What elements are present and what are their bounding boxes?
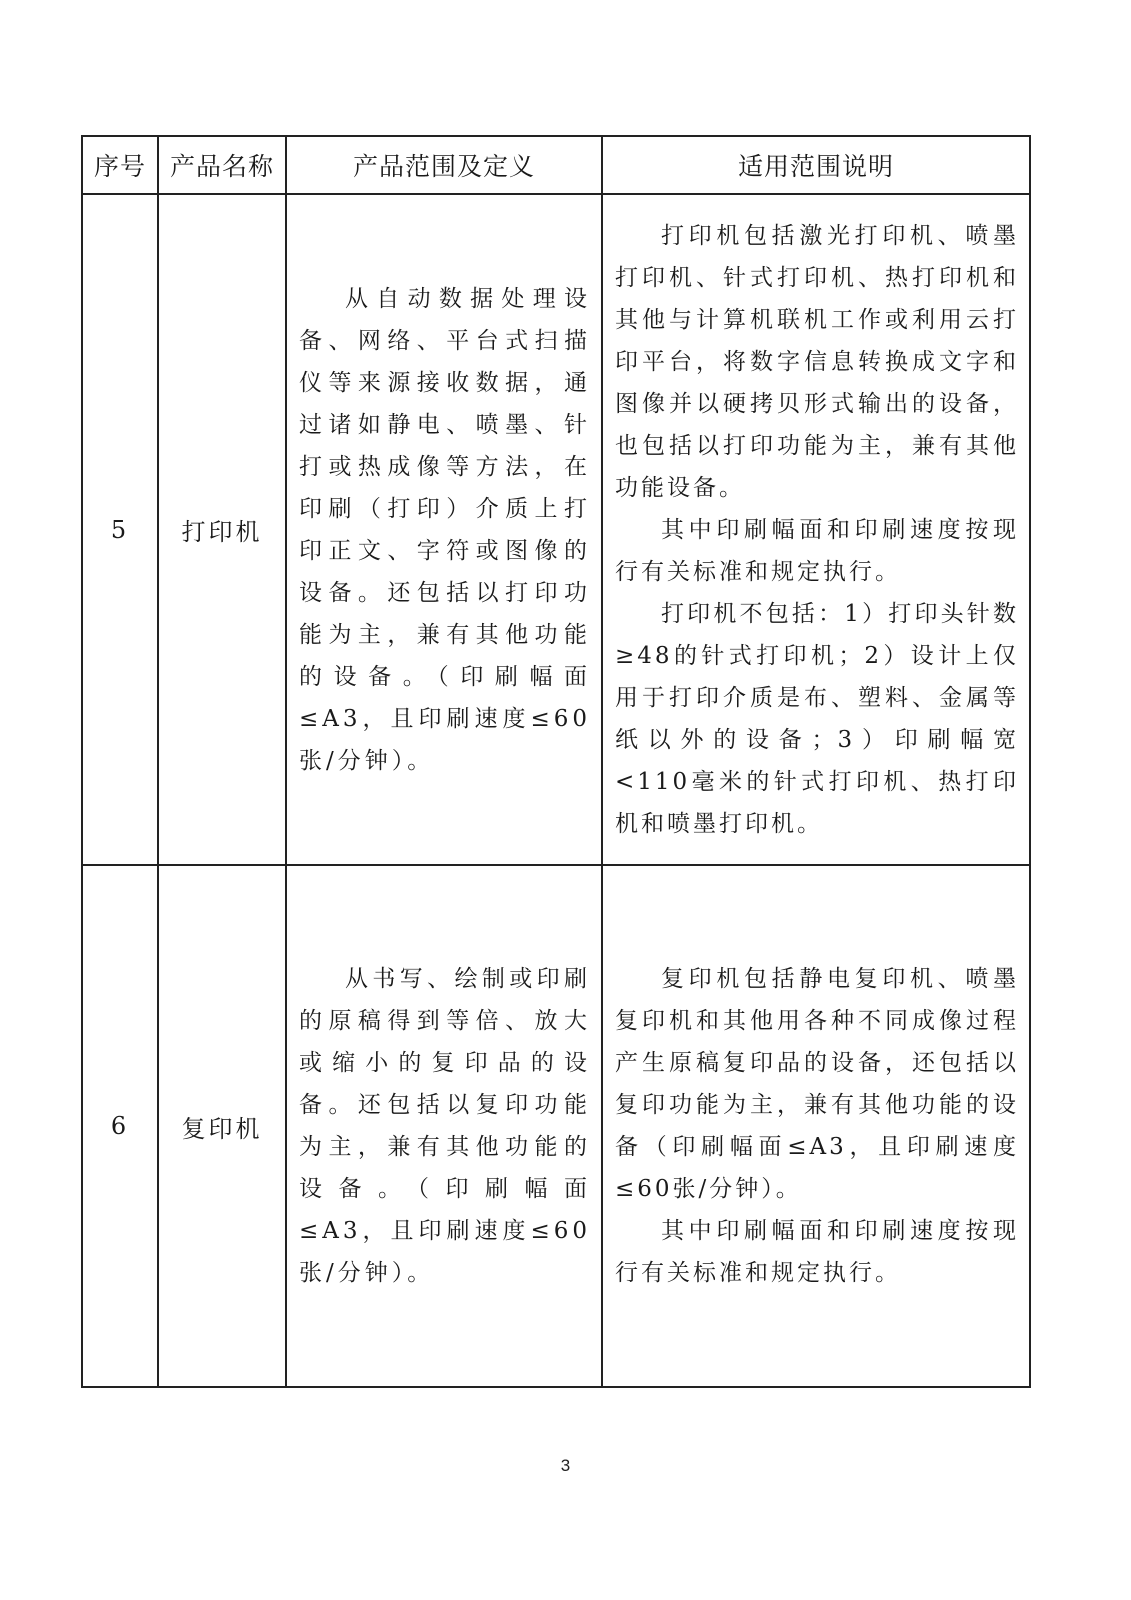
table-row [82,194,1030,865]
table-header-row [82,136,1030,194]
header-definition: 产品范围及定义 [286,136,602,194]
table-row [82,865,1030,1387]
product-name: 复印机 [158,865,286,1387]
product-scope-table [81,135,1031,1388]
product-definition-cell [286,865,602,1387]
product-definition: 从书写、绘制或印刷的原稿得到等倍、放大或缩小的复印品的设备。还包括以复印功能为主，兼有其他功能的设备。（印刷幅面≤A3，且印刷速度≤60张/分钟）。 [299,966,591,1286]
scope-description-cell [602,194,1030,865]
scope-paragraph: 打印机包括激光打印机、喷墨打印机、针式打印机、热打印机和其他与计算机联机工作或利用云打印平台，将数字信息转换成文字和图像并以硬拷贝形式输出的设备，也包括以打印功能为主，兼有其他功能设备。 [615,222,1019,501]
header-product-name: 产品名称 [158,136,286,194]
header-no: 序号 [82,136,158,194]
scope-paragraph: 复印机包括静电复印机、喷墨复印机和其他用各种不同成像过程产生原稿复印品的设备，还包括以复印功能为主，兼有其他功能的设备（印刷幅面≤A3，且印刷速度≤60张/分钟）。 [615,966,1019,1202]
scope-paragraph: 其中印刷幅面和印刷速度按现行有关标准和规定执行。 [615,516,1019,585]
header-scope: 适用范围说明 [602,136,1030,194]
row-number: 5 [82,194,158,865]
scope-paragraph: 其中印刷幅面和印刷速度按现行有关标准和规定执行。 [615,1218,1019,1286]
page-number: 3 [560,1456,571,1475]
scope-description-cell [602,865,1030,1387]
product-definition: 从自动数据处理设备、网络、平台式扫描仪等来源接收数据，通过诸如静电、喷墨、针打或热成像等方法，在印刷（打印）介质上打印正文、字符或图像的设备。还包括以打印功能为主，兼有其他功能的设备。（印刷幅面≤A3，且印刷速度≤60张/分钟）。 [299,285,591,774]
product-name: 打印机 [158,194,286,865]
scope-paragraph: 打印机不包括：1）打印头针数≥48的针式打印机；2）设计上仅用于打印介质是布、塑料、金属等纸以外的设备；3）印刷幅宽<110毫米的针式打印机、热打印机和喷墨打印机。 [615,600,1019,837]
row-number: 6 [82,865,158,1387]
product-definition-cell [286,194,602,865]
